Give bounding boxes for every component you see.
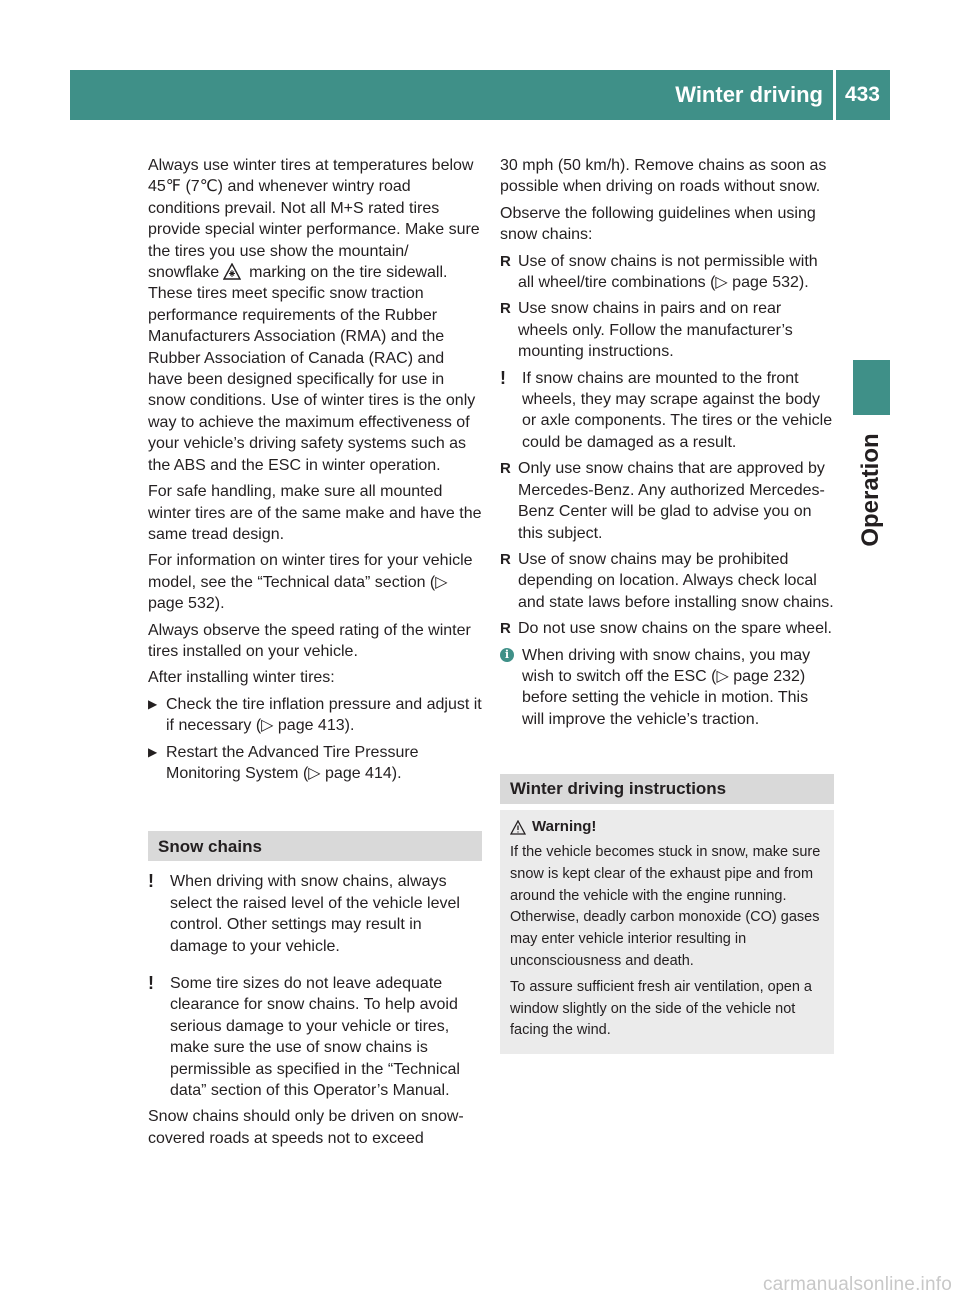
warning-title [510, 816, 824, 838]
info-item [500, 645, 834, 731]
speed-rating-paragraph: Always observe the speed rating of the winter tires installed on your vehicle. [148, 621, 471, 660]
bullet-text: Only use snow chains that are approved by Mercedes-Benz. Any authorized Mercedes-Benz Center will be glad to advise you on this subject. [518, 460, 825, 542]
note-text: If snow chains are mounted to the front wheels, they may scrape against the body or axle components. The tires or the vehicle could be damaged as a result. [522, 369, 833, 451]
watermark: carmanualsonline.info [762, 1274, 952, 1295]
note-item [148, 871, 482, 957]
mountain-snowflake-icon [223, 263, 241, 280]
section-header-snow-chains: Snow chains [148, 831, 482, 861]
page-number: 433 [844, 83, 880, 106]
guidelines-paragraph: Observe the following guidelines when using snow chains: [500, 204, 816, 244]
info-text: When driving with snow chains, you may wish to switch off the ESC (▷ page 232) before setting the vehicle in motion. This will improve the vehicle’s traction. [522, 646, 811, 728]
step-arrow-icon: ▶ [148, 744, 158, 759]
warning-text: To assure sufficient fresh air ventilation, open a window slightly on the side of the vehicle not facing the wind. [510, 978, 812, 1039]
chapter-title: Winter driving [675, 82, 823, 107]
speed-paragraph: Snow chains should only be driven on snow-covered roads at speeds not to exceed [148, 1108, 464, 1147]
section-header-winter-driving: Winter driving instructions [500, 774, 834, 804]
bullet-marker: R [500, 252, 511, 270]
bullet-text: Use of snow chains may be prohibited depending on location. Always check local and state laws before installing snow chains. [518, 550, 834, 611]
info-paragraph: For information on winter tires for your vehicle model, see the “Technical data” section (▷ page 532). [148, 552, 473, 613]
warning-triangle-icon [510, 820, 526, 835]
info-icon: i [500, 648, 514, 662]
right-column [500, 155, 834, 1054]
bullet-marker: R [500, 300, 511, 318]
bullet-marker: R [500, 550, 511, 568]
left-column [148, 155, 482, 1154]
bullet-marker: R [500, 620, 511, 638]
bullet-item [500, 251, 834, 294]
bullet-item [500, 298, 834, 362]
bullet-text: Use of snow chains is not permissible with all wheel/tire combinations (▷ page 532). [518, 252, 818, 292]
note-item [148, 973, 482, 1101]
bullet-marker: R [500, 460, 511, 478]
bullet-item [500, 458, 834, 544]
step-text: Check the tire inflation pressure and adjust it if necessary (▷ page 413). [166, 695, 482, 735]
continuation-paragraph: 30 mph (50 km/h). Remove chains as soon as possible when driving on roads without snow. [500, 157, 827, 196]
intro-text-1: Always use winter tires at temperatures below 45℉ (7℃) and whenever wintry road conditions prevail. Not all M+S rated tires provide special winter performance. Make sure the tires you use show the mountain/ snowflake [148, 157, 480, 282]
step-item [148, 694, 482, 737]
side-tab-marker [853, 360, 890, 415]
note-text: Some tire sizes do not leave adequate clearance for snow chains. To help avoid serious damage to your vehicle or tires, make sure the use of snow chains is permissible as specified in the “Technical data” section of this Operator’s Manual. [170, 975, 460, 1100]
intro-text-2: marking on the tire sidewall. These tires meet specific snow traction performance requirements of the Rubber Manufacturers Association (RMA) and the Rubber Association of Canada (RAC) and have been designed specifically for use in snow conditions. Use of winter tires is the only way to achieve the maximum effectiveness of your vehicle’s driving safety systems such as the ABS and the ESC in winter operation. [148, 264, 476, 474]
page-header [70, 70, 890, 120]
bullet-item [500, 618, 834, 639]
step-arrow-icon: ▶ [148, 696, 158, 711]
side-section-label: Operation [857, 433, 884, 547]
step-item [148, 742, 482, 785]
exclamation-icon: ! [148, 973, 154, 993]
warning-box [500, 810, 834, 1054]
handling-paragraph: For safe handling, make sure all mounted winter tires are of the same make and have the same tread design. [148, 483, 482, 543]
bullet-text: Use snow chains in pairs and on rear wheels only. Follow the manufacturer’s mounting instructions. [518, 300, 793, 361]
exclamation-icon: ! [148, 871, 154, 892]
after-install-paragraph: After installing winter tires: [148, 669, 335, 687]
note-text: When driving with snow chains, always select the raised level of the vehicle level control. Other settings may result in damage to your vehicle. [170, 873, 460, 955]
warning-title-text: Warning! [532, 818, 597, 836]
step-text: Restart the Advanced Tire Pressure Monitoring System (▷ page 414). [166, 743, 419, 782]
bullet-text: Do not use snow chains on the spare wheel. [518, 620, 832, 638]
bullet-item [500, 549, 834, 613]
intro-paragraph [148, 155, 482, 476]
exclamation-icon: ! [500, 367, 506, 388]
note-item [500, 368, 834, 454]
warning-text: If the vehicle becomes stuck in snow, make sure snow is kept clear of the exhaust pipe and from around the vehicle with the engine running. Otherwise, deadly carbon monoxide (CO) gases may enter vehicle interior resulting in unconsciousness and death. [510, 843, 821, 969]
